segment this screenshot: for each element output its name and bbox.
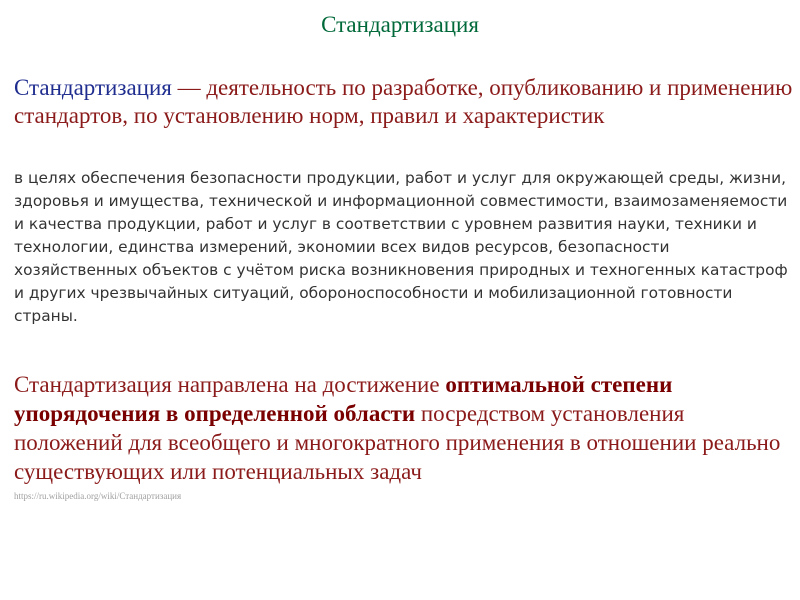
definition-term: Стандартизация (14, 75, 172, 100)
source-link[interactable]: https://ru.wikipedia.org/wiki/Стандартизация (14, 491, 182, 501)
definition-paragraph (14, 74, 794, 130)
slide-title: Стандартизация (321, 12, 479, 37)
purpose-paragraph: в целях обеспечения безопасности продукции, работ и услуг для окружающей среды, жизни, здоровья и имущества, технической и информационной совместимости, взаимозаменяемости и качества продукции, работ и услуг в соответствии с уровнем развития науки, техники и технологии, единства измерений, экономии всех видов ресурсов, безопасности хозяйственных объектов с учётом риска возникновения природных и техногенных катастроф и других чрезвычайных ситуаций, обороноспособности и мобилизационной готовности страны. (14, 169, 788, 325)
definition-text: — деятельность по разработке, опубликованию и применению стандартов, по установлению норм, правил и характеристик (14, 75, 793, 128)
direction-emphasis: оптимальной степени упорядочения в определенной области (14, 372, 673, 426)
direction-paragraph (14, 370, 796, 486)
direction-lead: Стандартизация направлена на достижение (14, 372, 446, 397)
direction-tail: посредством установления положений для всеобщего и многократного применения в отношении реально существующих или потенциальных задач (14, 401, 781, 484)
